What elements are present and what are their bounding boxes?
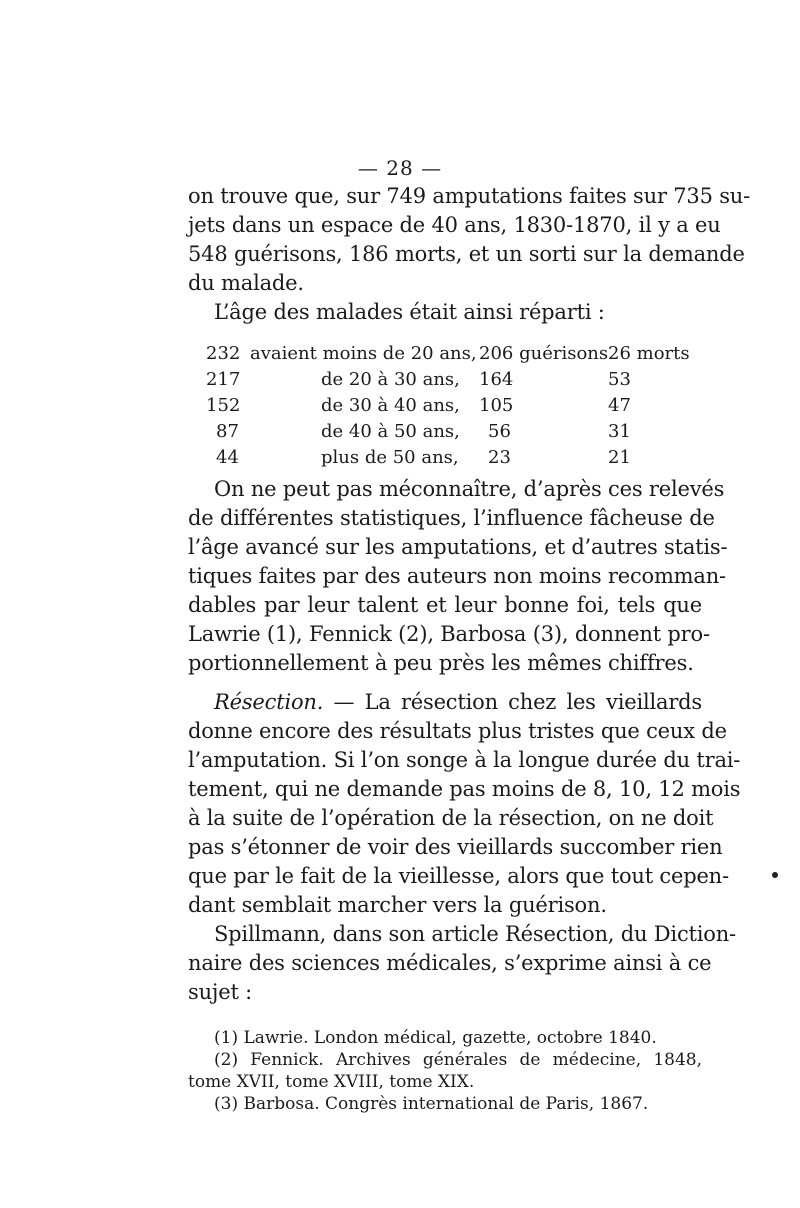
text-line: donne encore des résultats plus tristes que ceux de — [188, 719, 727, 743]
footnote-2-cont: tome XVII, tome XVIII, tome XIX. — [188, 1072, 475, 1092]
paragraph-age-influence — [188, 475, 728, 678]
text-line: sujet : — [188, 980, 253, 1004]
text-line: tiques faites par des auteurs non moins recomman- — [188, 564, 726, 588]
ink-spot — [772, 872, 778, 878]
text-line: dant semblait marcher vers la guérison. — [188, 893, 607, 917]
table-row — [188, 393, 702, 419]
table-row — [188, 445, 702, 471]
text-line: pas s’étonner de voir des vieillards succomber rien — [188, 835, 723, 859]
cell-count: 217 — [206, 369, 241, 390]
text-line: l’âge avancé sur les amputations, et d’autres statis- — [188, 535, 728, 559]
cell-count: 232 — [206, 343, 241, 364]
cell-recoveries: 206 guérisons — [479, 343, 609, 364]
text-line: Lawrie (1), Fennick (2), Barbosa (3), donnent pro- — [188, 622, 710, 646]
cell-recoveries: 105 — [479, 395, 514, 416]
text-line: du malade. — [188, 271, 304, 295]
table-row — [188, 419, 702, 445]
text-line: Spillmann, dans son article Résection, du Diction- — [214, 922, 736, 946]
page-number: — 28 — — [357, 156, 443, 180]
paragraph-spillmann — [188, 920, 736, 1007]
text-line: on trouve que, sur 749 amputations faites sur 735 su- — [188, 184, 751, 208]
resection-heading: Résection. — [214, 690, 324, 714]
text-line — [188, 688, 702, 717]
cell-recoveries: 56 — [488, 421, 511, 442]
text-line: 548 guérisons, 186 morts, et un sorti sur la demande — [188, 242, 745, 266]
resection-lead: — La résection chez les vieillards — [323, 690, 702, 714]
cell-count: 87 — [216, 421, 239, 442]
cell-recoveries: 23 — [488, 447, 511, 468]
cell-deaths: 26 morts — [608, 343, 690, 364]
age-table — [188, 341, 702, 471]
cell-count: 44 — [216, 447, 239, 468]
cell-deaths: 53 — [608, 369, 631, 390]
paragraph-resection — [188, 688, 741, 920]
paragraph-age-intro: L’âge des malades était ainsi réparti : — [214, 300, 605, 324]
cell-recoveries: 164 — [479, 369, 514, 390]
footnote-1: (1) Lawrie. London médical, gazette, octobre 1840. — [214, 1028, 657, 1048]
footnotes — [188, 1027, 702, 1115]
text-line: dables par leur talent et leur bonne foi, tels que — [188, 593, 702, 617]
cell-deaths: 21 — [608, 447, 631, 468]
cell-range: de 20 à 30 ans, — [321, 369, 460, 390]
paragraph-amputation-stats — [188, 182, 751, 298]
text-line: de différentes statistiques, l’influence fâcheuse de — [188, 506, 715, 530]
cell-count: 152 — [206, 395, 241, 416]
cell-deaths: 31 — [608, 421, 631, 442]
footnote-2: (2) Fennick. Archives générales de médecine, 1848, — [214, 1050, 702, 1070]
cell-deaths: 47 — [608, 395, 631, 416]
table-row — [188, 367, 702, 393]
text-line: portionnellement à peu près les mêmes chiffres. — [188, 651, 694, 675]
text-line: On ne peut pas méconnaître, d’après ces relevés — [214, 477, 725, 501]
text-line: jets dans un espace de 40 ans, 1830-1870, il y a eu — [188, 213, 721, 237]
page-body — [188, 182, 751, 1115]
text-line: l’amputation. Si l’on songe à la longue durée du trai- — [188, 748, 741, 772]
table-row — [188, 341, 702, 367]
text-line: naire des sciences médicales, s’exprime ainsi à ce — [188, 951, 712, 975]
text-line: à la suite de l’opération de la résection, on ne doit — [188, 806, 714, 830]
text-line: que par le fait de la vieillesse, alors que tout cepen- — [188, 864, 729, 888]
cell-range: de 30 à 40 ans, — [321, 395, 460, 416]
text-line: tement, qui ne demande pas moins de 8, 10, 12 mois — [188, 777, 741, 801]
footnote-3: (3) Barbosa. Congrès international de Paris, 1867. — [214, 1094, 649, 1114]
cell-range: de 40 à 50 ans, — [321, 421, 460, 442]
cell-range: plus de 50 ans, — [321, 447, 459, 468]
cell-range: avaient moins de 20 ans, — [250, 343, 477, 364]
